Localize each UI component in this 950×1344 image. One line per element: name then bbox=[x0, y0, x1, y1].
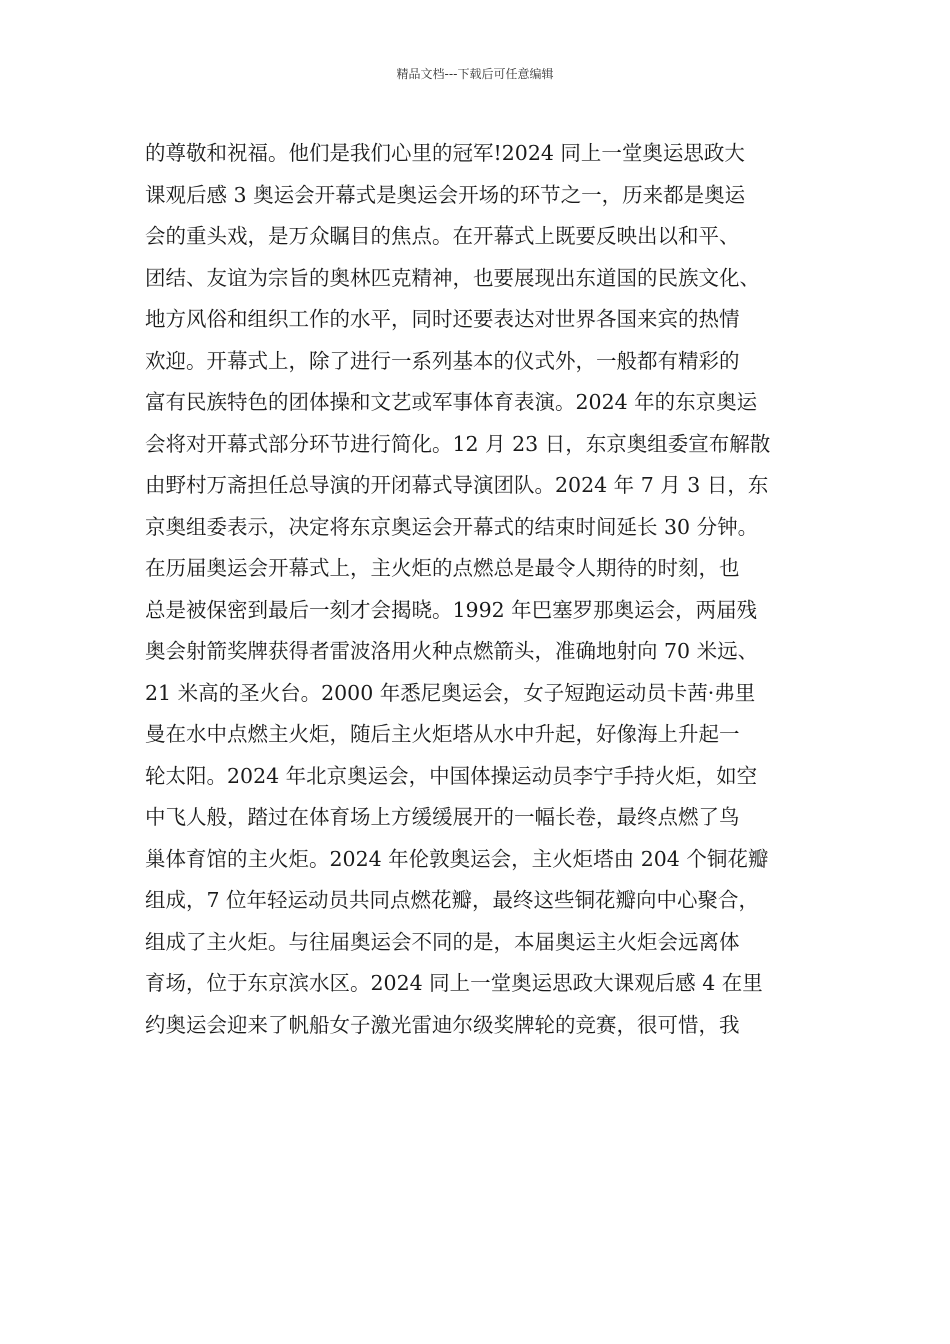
text-line: 课观后感 3 奥运会开幕式是奥运会开场的环节之一，历来都是奥运 bbox=[145, 182, 746, 207]
text-line: 巢体育馆的主火炬。2024 年伦敦奥运会，主火炬塔由 204 个铜花瓣 bbox=[145, 846, 769, 871]
text-line: 在历届奥运会开幕式上，主火炬的点燃总是最令人期待的时刻，也 bbox=[145, 556, 740, 580]
text-line: 地方风俗和组织工作的水平，同时还要表达对世界各国来宾的热情 bbox=[145, 307, 740, 331]
text-line: 约奥运会迎来了帆船女子激光雷迪尔级奖牌轮的竞赛，很可惜，我 bbox=[145, 1012, 740, 1037]
text-line: 曼在水中点燃主火炬，随后主火炬塔从水中升起，好像海上升起一 bbox=[145, 722, 740, 746]
text-line: 组成了主火炬。与往届奥运会不同的是，本届奥运主火炬会远离体 bbox=[145, 929, 740, 954]
text-line: 欢迎。开幕式上，除了进行一系列基本的仪式外，一般都有精彩的 bbox=[145, 348, 740, 373]
text-line: 会将对开幕式部分环节进行简化。12 月 23 日，东京奥组委宣布解散 bbox=[145, 431, 771, 456]
text-line: 京奥组委表示，决定将东京奥运会开幕式的结束时间延长 30 分钟。 bbox=[145, 514, 759, 539]
text-line: 育场，位于东京滨水区。2024 同上一堂奥运思政大课观后感 4 在里 bbox=[145, 971, 763, 995]
body-text bbox=[145, 133, 825, 1046]
text-line: 21 米高的圣火台。2000 年悉尼奥运会，女子短跑运动员卡茜·弗里 bbox=[145, 680, 756, 705]
text-line: 轮太阳。2024 年北京奥运会，中国体操运动员李宁手持火炬，如空 bbox=[145, 763, 758, 788]
text-line: 总是被保密到最后一刻才会揭晓。1992 年巴塞罗那奥运会，两届残 bbox=[145, 597, 758, 622]
text-line: 中飞人般，踏过在体育场上方缓缓展开的一幅长卷，最终点燃了鸟 bbox=[145, 805, 740, 829]
text-line: 富有民族特色的团体操和文艺或军事体育表演。2024 年的东京奥运 bbox=[145, 390, 758, 414]
text-line: 会的重头戏，是万众瞩目的焦点。在开幕式上既要反映出以和平、 bbox=[145, 224, 740, 248]
page-header: 精品文档---下载后可任意编辑 bbox=[396, 67, 554, 81]
text-line: 奥会射箭奖牌获得者雷波洛用火种点燃箭头，准确地射向 70 米远、 bbox=[145, 639, 759, 663]
text-line: 的尊敬和祝福。他们是我们心里的冠军!2024 同上一堂奥运思政大 bbox=[145, 141, 745, 165]
text-line: 组成，7 位年轻运动员共同点燃花瓣，最终这些铜花瓣向中心聚合， bbox=[145, 888, 760, 912]
text-line: 团结、友谊为宗旨的奥林匹克精神，也要展现出东道国的民族文化、 bbox=[145, 265, 760, 290]
text-line: 由野村万斋担任总导演的开闭幕式导演团队。2024 年 7 月 3 日，东 bbox=[145, 473, 769, 497]
